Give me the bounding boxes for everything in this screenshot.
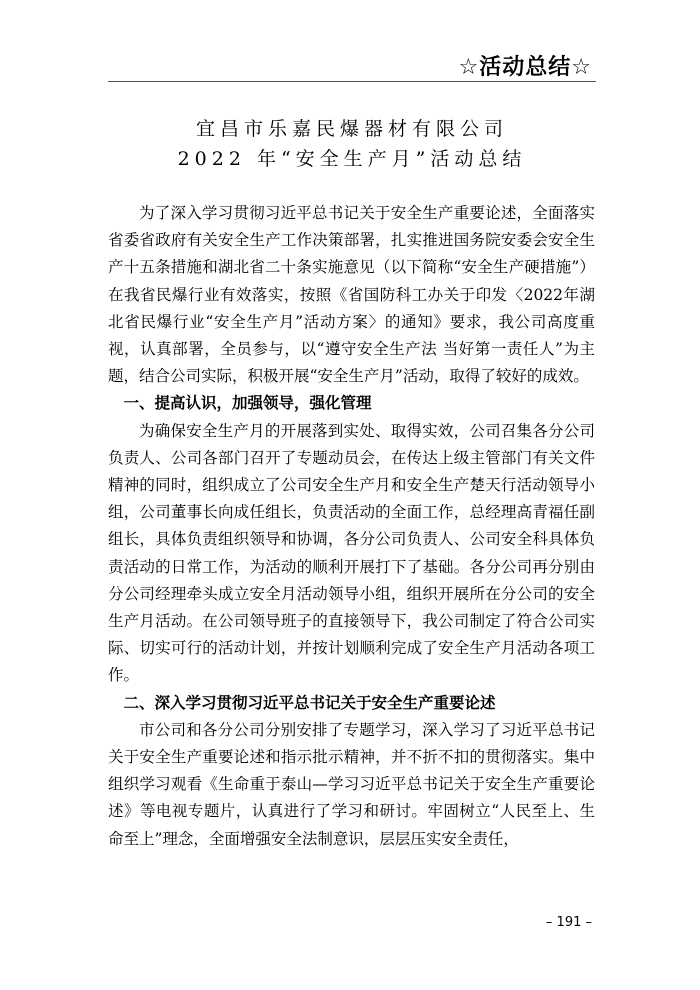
section-2-heading: 二、深入学习贯彻习近平总书记关于安全生产重要论述 [123, 693, 496, 712]
document-title [108, 114, 596, 174]
page-number: – 191 – [545, 915, 592, 930]
document-body [108, 200, 595, 853]
intro-paragraph: 为了深入学习贯彻习近平总书记关于安全生产重要论述，全面落实省委省政府有关安全生产工作决策部署，扎实推进国务院安委会安全生产十五条措施和湖北省二十条实施意见（以下简称“安全生产硬措施”）在我省民爆行业有效落实，按照《省国防科工办关于印发〈2022年湖北省民爆行业“安全生产月”活动方案〉的通知》要求，我公司高度重视，认真部署，全员参与，以“遵守安全生产法 当好第一责任人”为主题，结合公司实际，积极开展“安全生产月”活动，取得了较好的成效。 [108, 204, 595, 386]
section-2-paragraph: 市公司和各分公司分别安排了专题学习，深入学习了习近平总书记关于安全生产重要论述和指示批示精神，并不折不扣的贯彻落实。集中组织学习观看《生命重于泰山—学习习近平总书记关于安全生产重要论述》等电视专题片，认真进行了学习和研讨。牢固树立“人民至上、生命至上”理念，全面增强安全法制意识，层层压实安全责任， [108, 720, 595, 848]
section-1-paragraph: 为确保安全生产月的开展落到实处、取得实效，公司召集各分公司负责人、公司各部门召开了专题动员会，在传达上级主管部门有关文件精神的同时，组织成立了公司安全生产月和安全生产楚天行活动领导小组，公司董事长向成任组长，负责活动的全面工作，总经理高青福任副组长，具体负责组织领导和协调，各分公司负责人、公司安全科具体负责活动的日常工作，为活动的顺利开展打下了基础。各分公司再分别由分公司经理牵头成立安全月活动领导小组，组织开展所在分公司的安全生产月活动。在公司领导班子的直接领导下，我公司制定了符合公司实际、切实可行的活动计划，并按计划顺利完成了安全生产月活动各项工作。 [108, 421, 595, 685]
header-title: ☆活动总结☆ [458, 55, 592, 80]
document-title-line-1: 宜昌市乐嘉民爆器材有限公司 [195, 118, 508, 140]
document-title-line-2: 2022 年“安全生产月”活动总结 [177, 148, 527, 170]
header-divider [108, 81, 596, 82]
section-1-heading: 一、提高认识，加强领导，强化管理 [123, 394, 372, 413]
